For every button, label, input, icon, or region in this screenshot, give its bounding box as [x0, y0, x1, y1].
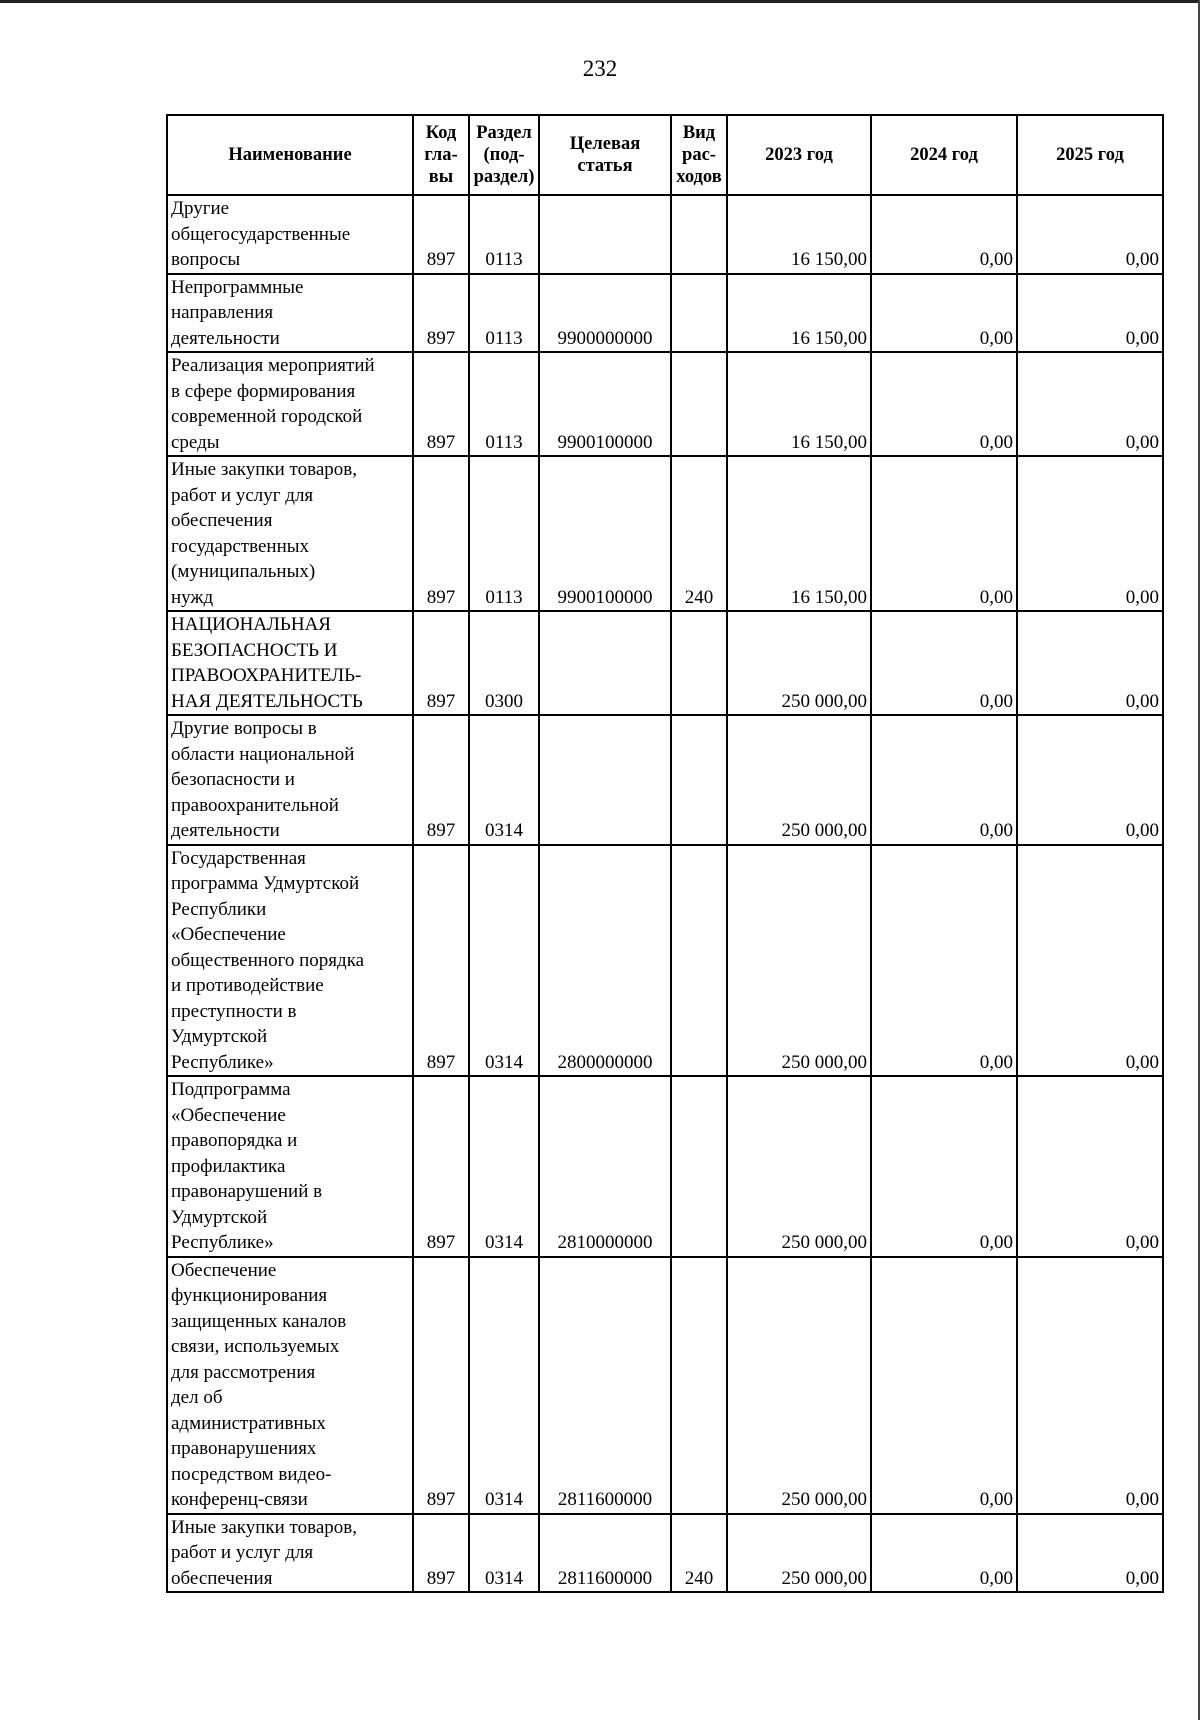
header-name: Наименование	[167, 115, 413, 195]
row-amount-2023: 16 150,00	[727, 352, 871, 456]
row-amount-2024: 0,00	[871, 715, 1017, 845]
row-name: Иные закупки товаров, работ и услуг для обеспечения государственных (муниципальных) нужд	[167, 456, 413, 611]
row-amount-2025: 0,00	[1017, 715, 1163, 845]
header-section: Раздел (под- раздел)	[469, 115, 539, 195]
row-amount-2023: 16 150,00	[727, 195, 871, 274]
table-row	[167, 195, 1163, 274]
row-target-item: 9900100000	[539, 352, 671, 456]
budget-table	[166, 114, 1164, 1593]
table-row	[167, 611, 1163, 715]
row-amount-2024: 0,00	[871, 1257, 1017, 1514]
row-chapter-code: 897	[413, 1076, 469, 1257]
row-name: Государственная программа Удмуртской Республики «Обеспечение общественного порядка и противодействие преступности в Удмуртской Республике»	[167, 845, 413, 1077]
row-name: Иные закупки товаров, работ и услуг для обеспечения	[167, 1514, 413, 1593]
row-amount-2023: 16 150,00	[727, 274, 871, 353]
row-section: 0314	[469, 1514, 539, 1593]
row-section: 0113	[469, 456, 539, 611]
table-row	[167, 1257, 1163, 1514]
row-name: НАЦИОНАЛЬНАЯ БЕЗОПАСНОСТЬ И ПРАВООХРАНИТЕЛЬ- НАЯ ДЕЯТЕЛЬНОСТЬ	[167, 611, 413, 715]
table-row	[167, 1514, 1163, 1593]
row-name: Другие вопросы в области национальной безопасности и правоохранительной деятельности	[167, 715, 413, 845]
row-expense-type	[671, 1257, 727, 1514]
row-section: 0314	[469, 845, 539, 1077]
header-chapter-code: Код гла- вы	[413, 115, 469, 195]
row-amount-2025: 0,00	[1017, 274, 1163, 353]
row-chapter-code: 897	[413, 611, 469, 715]
row-chapter-code: 897	[413, 274, 469, 353]
row-amount-2025: 0,00	[1017, 845, 1163, 1077]
row-amount-2025: 0,00	[1017, 1257, 1163, 1514]
row-target-item: 2811600000	[539, 1257, 671, 1514]
header-expense-type: Вид рас- ходов	[671, 115, 727, 195]
table-header-row	[167, 115, 1163, 195]
row-amount-2024: 0,00	[871, 274, 1017, 353]
row-expense-type	[671, 274, 727, 353]
row-expense-type: 240	[671, 456, 727, 611]
row-expense-type	[671, 845, 727, 1077]
row-chapter-code: 897	[413, 845, 469, 1077]
row-amount-2023: 250 000,00	[727, 1514, 871, 1593]
row-target-item	[539, 195, 671, 274]
row-target-item	[539, 715, 671, 845]
row-section: 0113	[469, 195, 539, 274]
row-amount-2024: 0,00	[871, 456, 1017, 611]
row-target-item: 9900000000	[539, 274, 671, 353]
row-expense-type	[671, 352, 727, 456]
row-amount-2024: 0,00	[871, 352, 1017, 456]
row-amount-2023: 250 000,00	[727, 845, 871, 1077]
row-amount-2023: 16 150,00	[727, 456, 871, 611]
table-row	[167, 456, 1163, 611]
row-expense-type	[671, 715, 727, 845]
row-name: Обеспечение функционирования защищенных каналов связи, используемых для рассмотрения дел об административных правонарушениях посредством видео- конференц-связи	[167, 1257, 413, 1514]
row-amount-2025: 0,00	[1017, 1514, 1163, 1593]
row-expense-type: 240	[671, 1514, 727, 1593]
row-amount-2025: 0,00	[1017, 1076, 1163, 1257]
table-row	[167, 845, 1163, 1077]
row-target-item: 9900100000	[539, 456, 671, 611]
row-name: Непрограммные направления деятельности	[167, 274, 413, 353]
row-chapter-code: 897	[413, 195, 469, 274]
row-amount-2025: 0,00	[1017, 456, 1163, 611]
row-target-item: 2811600000	[539, 1514, 671, 1593]
row-chapter-code: 897	[413, 1514, 469, 1593]
row-target-item: 2800000000	[539, 845, 671, 1077]
row-chapter-code: 897	[413, 352, 469, 456]
row-amount-2025: 0,00	[1017, 352, 1163, 456]
table-row	[167, 274, 1163, 353]
table-row	[167, 715, 1163, 845]
row-name: Реализация мероприятий в сфере формирования современной городской среды	[167, 352, 413, 456]
row-amount-2024: 0,00	[871, 195, 1017, 274]
table-row	[167, 1076, 1163, 1257]
header-target-item: Целевая статья	[539, 115, 671, 195]
header-2024: 2024 год	[871, 115, 1017, 195]
row-amount-2024: 0,00	[871, 611, 1017, 715]
table-row	[167, 352, 1163, 456]
row-name: Подпрограмма «Обеспечение правопорядка и профилактика правонарушений в Удмуртской Республике»	[167, 1076, 413, 1257]
row-amount-2023: 250 000,00	[727, 1076, 871, 1257]
row-amount-2024: 0,00	[871, 1514, 1017, 1593]
row-section: 0300	[469, 611, 539, 715]
row-amount-2025: 0,00	[1017, 611, 1163, 715]
scan-edge-top	[0, 0, 1200, 3]
row-target-item: 2810000000	[539, 1076, 671, 1257]
row-chapter-code: 897	[413, 715, 469, 845]
row-target-item	[539, 611, 671, 715]
row-amount-2023: 250 000,00	[727, 715, 871, 845]
header-2023: 2023 год	[727, 115, 871, 195]
row-amount-2023: 250 000,00	[727, 611, 871, 715]
row-section: 0314	[469, 1076, 539, 1257]
row-chapter-code: 897	[413, 1257, 469, 1514]
page-number: 232	[582, 56, 618, 81]
row-section: 0113	[469, 352, 539, 456]
row-amount-2025: 0,00	[1017, 195, 1163, 274]
header-2025: 2025 год	[1017, 115, 1163, 195]
row-amount-2024: 0,00	[871, 845, 1017, 1077]
row-section: 0113	[469, 274, 539, 353]
row-expense-type	[671, 611, 727, 715]
row-name: Другие общегосударственные вопросы	[167, 195, 413, 274]
row-section: 0314	[469, 715, 539, 845]
row-expense-type	[671, 195, 727, 274]
row-chapter-code: 897	[413, 456, 469, 611]
row-amount-2024: 0,00	[871, 1076, 1017, 1257]
row-expense-type	[671, 1076, 727, 1257]
row-section: 0314	[469, 1257, 539, 1514]
row-amount-2023: 250 000,00	[727, 1257, 871, 1514]
